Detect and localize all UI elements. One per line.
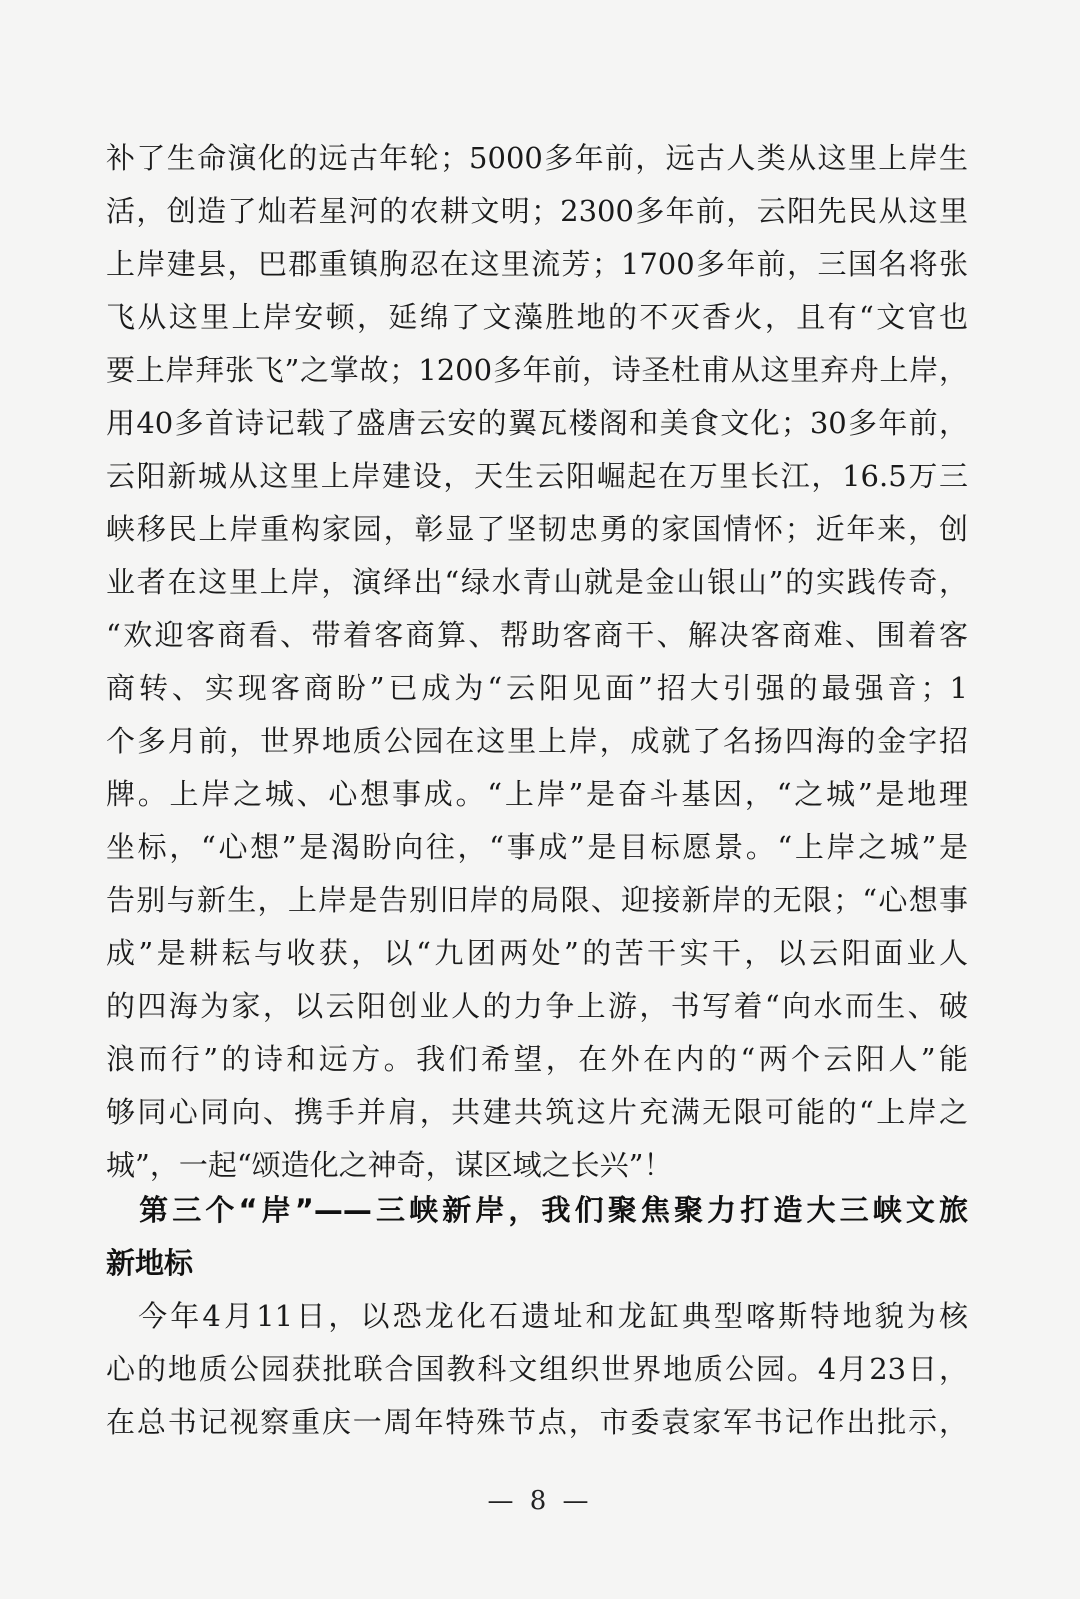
text-line: 今年4月11日，以恐龙化石遗址和龙缸典型喀斯特地貌为核 <box>106 1299 968 1333</box>
text-line: 业者在这里上岸，演绎出“绿水青山就是金山银山”的实践传奇， <box>106 565 968 599</box>
text-line: 牌。上岸之城、心想事成。“上岸”是奋斗基因，“之城”是地理 <box>106 777 968 811</box>
text-line: 城”，一起“颂造化之神奇，谋区域之长兴”！ <box>106 1148 673 1182</box>
text-line: 成”是耕耘与收获，以“九团两处”的苦干实干，以云阳面业人 <box>106 936 968 970</box>
text-line: 心的地质公园获批联合国教科文组织世界地质公园。4月23日， <box>106 1352 968 1386</box>
text-line: 个多月前，世界地质公园在这里上岸，成就了名扬四海的金字招 <box>106 724 968 758</box>
body-paragraph-2 <box>106 1290 968 1449</box>
page-number: — 8 — <box>487 1486 593 1516</box>
text-line: 浪而行”的诗和远方。我们希望，在外在内的“两个云阳人”能 <box>106 1042 968 1076</box>
text-line: 要上岸拜张飞”之掌故；1200多年前，诗圣杜甫从这里弃舟上岸， <box>106 353 968 387</box>
text-line: “欢迎客商看、带着客商算、帮助客商干、解决客商难、围着客 <box>106 618 968 652</box>
text-line: 用40多首诗记载了盛唐云安的翼瓦楼阁和美食文化；30多年前， <box>106 406 968 440</box>
text-line: 商转、实现客商盼”已成为“云阳见面”招大引强的最强音；1 <box>106 671 968 705</box>
body-paragraph-1 <box>106 132 968 1192</box>
text-line: 告别与新生，上岸是告别旧岸的局限、迎接新岸的无限；“心想事 <box>106 883 968 917</box>
text-line: 够同心同向、携手并肩，共建共筑这片充满无限可能的“上岸之 <box>106 1095 968 1129</box>
text-line: 坐标，“心想”是渴盼向往，“事成”是目标愿景。“上岸之城”是 <box>106 830 968 864</box>
text-line: 飞从这里上岸安顿，延绵了文藻胜地的不灭香火，且有“文官也 <box>106 300 968 334</box>
heading-line: 第三个“岸”——三峡新岸，我们聚焦聚力打造大三峡文旅 <box>106 1193 968 1227</box>
text-line: 云阳新城从这里上岸建设，天生云阳崛起在万里长江，16.5万三 <box>106 459 968 493</box>
text-line: 在总书记视察重庆一周年特殊节点，市委袁家军书记作出批示， <box>106 1405 968 1439</box>
heading-line: 新地标 <box>106 1246 194 1280</box>
text-line: 的四海为家，以云阳创业人的力争上游，书写着“向水而生、破 <box>106 989 968 1023</box>
text-line: 补了生命演化的远古年轮；5000多年前，远古人类从这里上岸生 <box>106 141 968 175</box>
text-line: 峡移民上岸重构家园，彰显了坚韧忠勇的家国情怀；近年来，创 <box>106 512 968 546</box>
text-line: 活，创造了灿若星河的农耕文明；2300多年前，云阳先民从这里 <box>106 194 968 228</box>
text-line: 上岸建县，巴郡重镇朐忍在这里流芳；1700多年前，三国名将张 <box>106 247 968 281</box>
section-heading <box>106 1184 968 1290</box>
